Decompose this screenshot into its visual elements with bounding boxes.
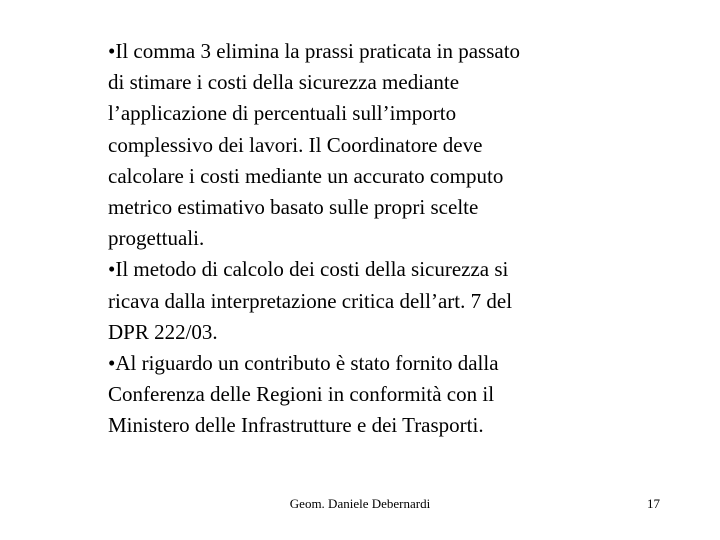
bullet-text-3: Al riguardo un contributo è stato fornito dalla Conferenza delle Regioni in conformità con il Ministero delle Infrastrutture e dei Trasporti. [108, 351, 499, 438]
bullet-icon: • [108, 39, 116, 63]
page-number: 17 [647, 496, 660, 511]
bullet-paragraph-3 [108, 348, 628, 442]
bullet-text-1: Il comma 3 elimina la prassi praticata in passato di stimare i costi della sicurezza mediante l’applicazione di percentuali sull’importo complessivo dei lavori. Il Coordinatore deve calcolare i costi mediante un accurato computo metrico estimativo basato sulle propri scelte progettuali. [108, 39, 521, 251]
footer-author: Geom. Daniele Debernardi [289, 496, 431, 511]
bullet-icon: • [108, 351, 116, 376]
bullet-icon: • [108, 257, 116, 282]
bullet-paragraph-1 [108, 36, 628, 254]
bullet-paragraph-2 [108, 254, 628, 348]
slide-body [108, 36, 628, 442]
bullet-text-2: Il metodo di calcolo dei costi della sicurezza si ricava dalla interpretazione critica dell’art. 7 del DPR 222/03. [108, 257, 513, 344]
